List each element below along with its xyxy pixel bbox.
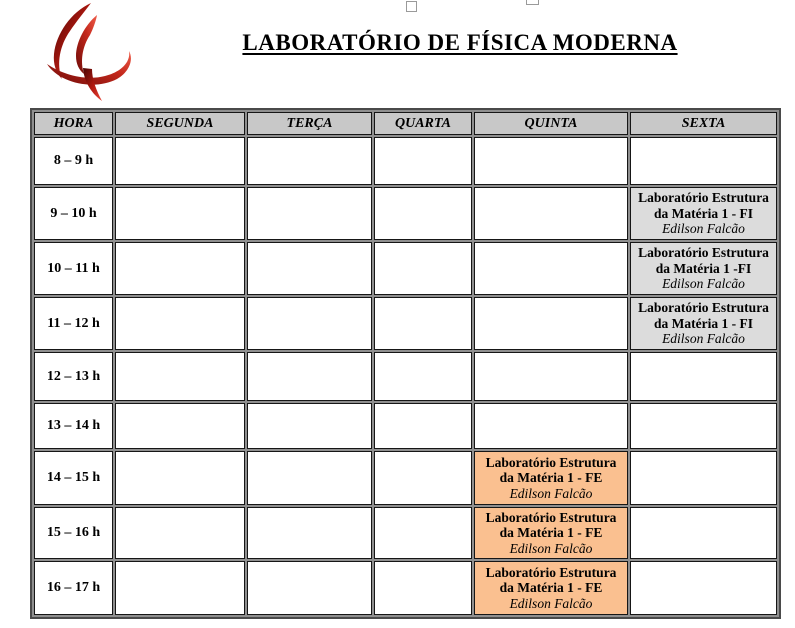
hora-cell: 8 – 9 h [34,137,113,185]
hora-cell: 13 – 14 h [34,403,113,449]
table-row [34,403,777,449]
table-row [34,451,777,505]
teacher-name: Edilson Falcão [509,485,593,501]
teacher-name: Edilson Falcão [662,276,745,292]
course-name: Laboratório Estrutura da Matéria 1 - FE [485,454,617,486]
cell-segunda [115,297,245,350]
cell-quinta [474,352,628,401]
cell-segunda [115,451,245,505]
hora-cell: 16 – 17 h [34,561,113,615]
cell-quinta-lab-fe [474,561,628,615]
cell-terca [247,561,372,615]
cell-quarta [374,352,472,401]
cell-sexta-lab-fi [630,297,777,350]
cell-sexta-lab-fi [630,187,777,240]
col-header-quarta: QUARTA [374,112,472,135]
cell-segunda [115,561,245,615]
course-name: Laboratório Estrutura da Matéria 1 -FI [638,245,769,276]
table-row [34,507,777,559]
cell-terca [247,137,372,185]
hora-cell: 14 – 15 h [34,451,113,505]
col-header-terca: TERÇA [247,112,372,135]
cell-terca [247,352,372,401]
cell-sexta-lab-fi [630,242,777,295]
cell-terca [247,187,372,240]
course-name: Laboratório Estrutura da Matéria 1 - FE [485,564,617,596]
teacher-name: Edilson Falcão [509,595,593,611]
header-row [34,112,777,135]
cell-sexta [630,561,777,615]
hora-cell: 15 – 16 h [34,507,113,559]
cell-segunda [115,137,245,185]
red-swirl-logo-icon [34,2,144,102]
col-header-quinta: QUINTA [474,112,628,135]
cell-segunda [115,403,245,449]
cell-quarta [374,561,472,615]
cell-segunda [115,507,245,559]
hora-cell: 12 – 13 h [34,352,113,401]
cell-quinta [474,403,628,449]
hora-cell: 9 – 10 h [34,187,113,240]
teacher-name: Edilson Falcão [662,331,745,347]
hora-cell: 10 – 11 h [34,242,113,295]
cell-quarta [374,187,472,240]
cell-terca [247,297,372,350]
cell-quinta [474,242,628,295]
cell-quarta [374,242,472,295]
cell-sexta [630,507,777,559]
empty-box-glyph [406,1,417,12]
cell-quarta [374,403,472,449]
cell-quinta-lab-fe [474,507,628,559]
cell-sexta [630,403,777,449]
table-row [34,137,777,185]
cell-quarta [374,507,472,559]
cell-terca [247,242,372,295]
cell-segunda [115,242,245,295]
schedule-table [30,108,781,619]
cell-quinta [474,137,628,185]
table-row [34,187,777,240]
col-header-sexta: SEXTA [630,112,777,135]
cell-quarta [374,297,472,350]
cell-sexta [630,137,777,185]
table-row [34,242,777,295]
col-header-segunda: SEGUNDA [115,112,245,135]
page-title: LABORATÓRIO DE FÍSICA MODERNA [242,30,678,55]
course-name: Laboratório Estrutura da Matéria 1 - FI [638,300,769,331]
cell-sexta [630,352,777,401]
empty-box-glyph [526,0,539,5]
course-name: Laboratório Estrutura da Matéria 1 - FE [485,509,617,541]
cell-terca [247,403,372,449]
table-row [34,561,777,615]
table-row [34,297,777,350]
cell-segunda [115,352,245,401]
cell-quarta [374,451,472,505]
teacher-name: Edilson Falcão [662,221,745,237]
cell-quinta [474,187,628,240]
cell-sexta [630,451,777,505]
cell-segunda [115,187,245,240]
col-header-hora: HORA [34,112,113,135]
course-name: Laboratório Estrutura da Matéria 1 - FI [638,190,769,221]
cell-quarta [374,137,472,185]
table-row [34,352,777,401]
cell-quinta [474,297,628,350]
teacher-name: Edilson Falcão [509,540,593,556]
cell-quinta-lab-fe [474,451,628,505]
cell-terca [247,507,372,559]
hora-cell: 11 – 12 h [34,297,113,350]
cell-terca [247,451,372,505]
